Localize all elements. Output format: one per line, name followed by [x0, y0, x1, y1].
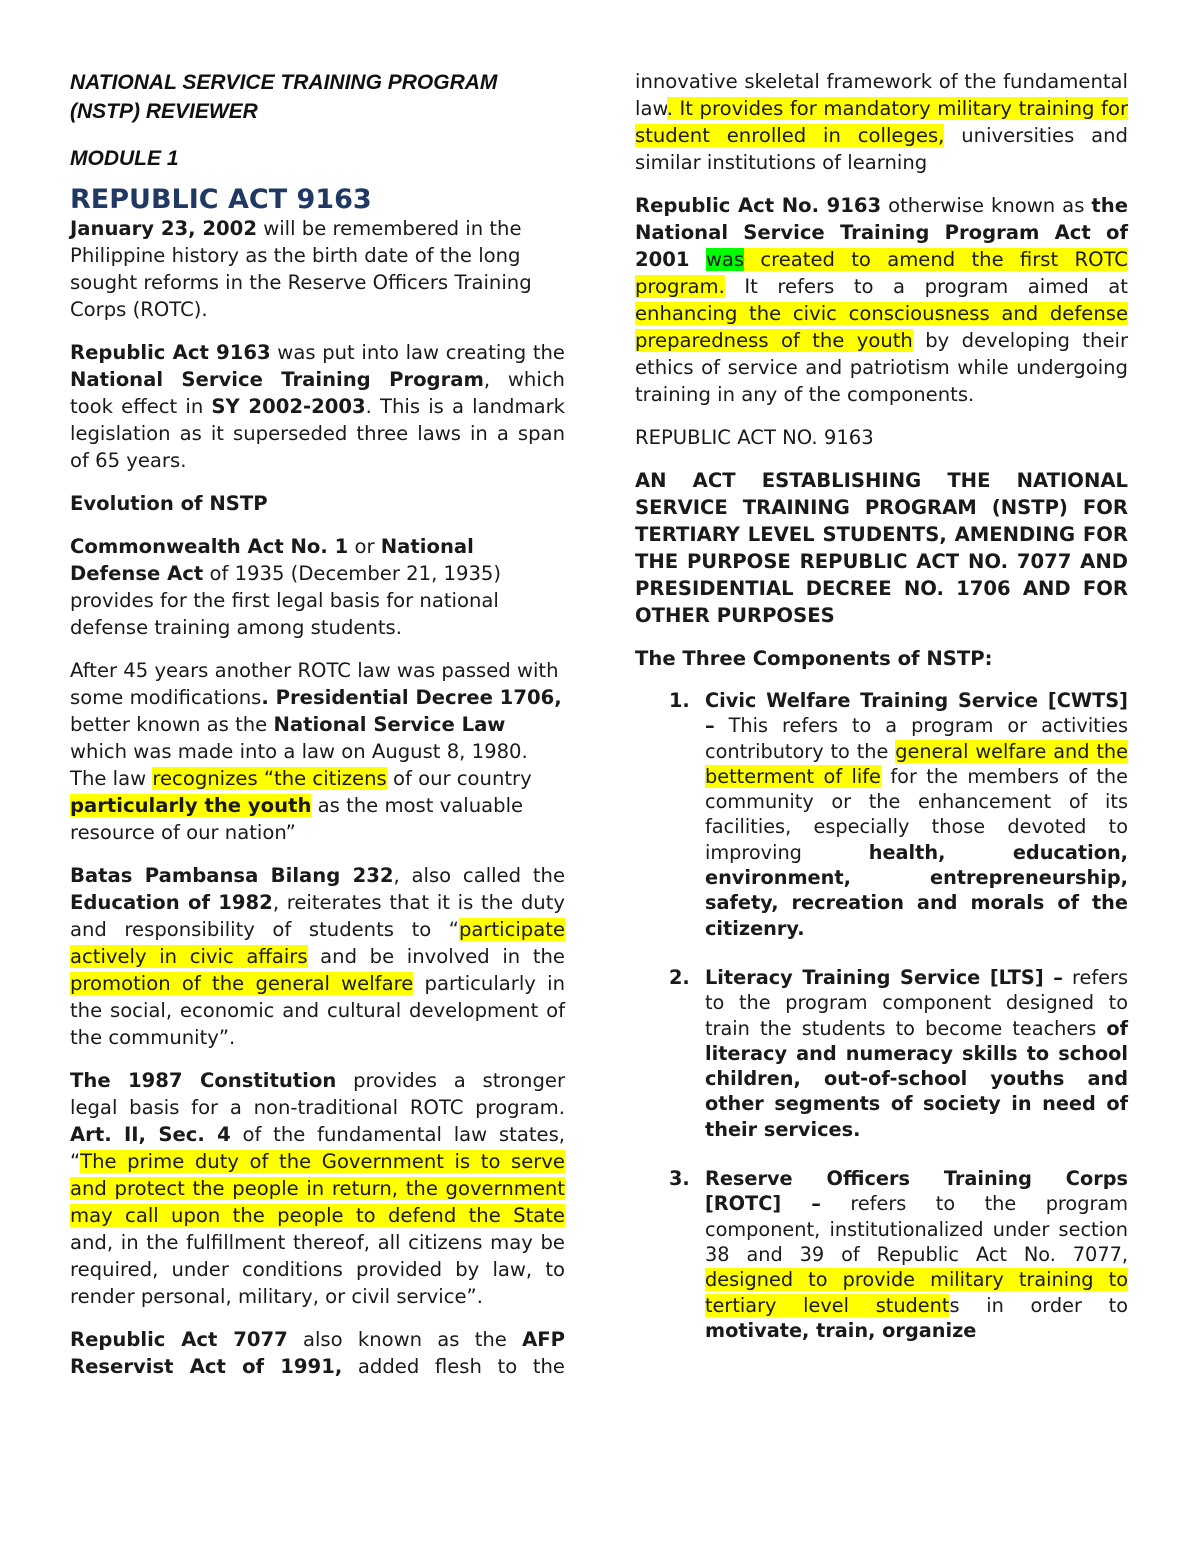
ra-heading: REPUBLIC ACT 9163	[70, 184, 372, 215]
para-pd1706: After 45 years another ROTC law was passed with some modifications. Presidential Decree 1706, better known as the National Service Law which was made into a law on August 8, 1980. The law recognizes “the citizens of our country particularly the youth as the most valuable resource of our nation”	[70, 659, 562, 844]
para-framework: innovative skeletal framework of the fundamental law. It provides for mandatory military training for student enrolled in colleges, universities and similar institutions of learning	[635, 70, 1128, 174]
module-label: MODULE 1	[70, 147, 179, 170]
doc-title-line2: (NSTP) REVIEWER	[70, 100, 258, 123]
components-list	[635, 688, 1128, 1343]
doc-title-line1: NATIONAL SERVICE TRAINING PROGRAM	[70, 71, 498, 94]
components-heading: The Three Components of NSTP:	[635, 647, 993, 670]
para-ra7077: Republic Act 7077 also known as the AFP Reservist Act of 1991, added flesh to the	[70, 1328, 566, 1378]
para-ra9163: Republic Act 9163 was put into law creating the National Service Training Program, which took effect in SY 2002-2003. This is a landmark legislation as it superseded three laws in a span of 65 years.	[70, 341, 565, 472]
para-commonwealth: Commonwealth Act No. 1 or National Defense Act of 1935 (December 21, 1935) provides for the first legal basis for national defense training among students.	[70, 535, 502, 639]
right-column	[635, 68, 1128, 1367]
left-column	[70, 68, 565, 1396]
ra-no-heading: REPUBLIC ACT NO. 9163	[635, 426, 874, 449]
para-ra9163-nstp: Republic Act No. 9163 otherwise known as the National Service Training Program Act of 2001 was created to amend the first ROTC program. It refers to a program aimed at enhancing the civic consciousness and defense preparedness of the youth by developing their ethics of service and patriotism while undergoing training in any of the components.	[635, 194, 1128, 406]
list-item: 2. Literacy Training Service [LTS] – refers to the program component designed to train the students to become teachers of literacy and numeracy skills to school children, out-of-school youths and other segments of society in need of their services.	[669, 965, 1129, 1141]
para-constitution: The 1987 Constitution provides a stronger legal basis for a non-traditional ROTC program. Art. II, Sec. 4 of the fundamental law states, “The prime duty of the Government is to serve and protect the people in return, the government may call upon the people to defend the State and, in the fulfillment thereof, all citizens may be required, under conditions provided by law, to render personal, military, or civil service”.	[70, 1069, 566, 1308]
para-bp232: Batas Pambansa Bilang 232, also called the Education of 1982, reiterates that it is the duty and responsibility of students to “participate actively in civic affairs and be involved in the promotion of the general welfare particularly in the social, economic and cultural development of the community”.	[70, 864, 566, 1049]
list-item: 3. Reserve Officers Training Corps [ROTC] – refers to the program component, institutionalized under section 38 and 39 of Republic Act No. 7077, designed to provide military training to tertiary level students in order to motivate, train, organize	[669, 1167, 1128, 1342]
list-item: 1. Civic Welfare Training Service [CWTS] – This refers to a program or activities contributory to the general welfare and the betterment of life for the members of the community or the enhancement of its facilities, especially those devoted to improving health, education, environment, entrepreneurship, safety, recreation and morals of the citizenry.	[669, 689, 1128, 940]
evolution-heading: Evolution of NSTP	[70, 492, 268, 515]
para-january: January 23, 2002 will be remembered in the Philippine history as the birth date of the long sought reforms in the Reserve Officers Training Corps (ROTC).	[70, 217, 532, 321]
act-title: AN ACT ESTABLISHING THE NATIONAL SERVICE TRAINING PROGRAM (NSTP) FOR TERTIARY LEVEL STUDENTS, AMENDING FOR THE PURPOSE REPUBLIC ACT NO. 7077 AND PRESIDENTIAL DECREE NO. 1706 AND FOR OTHER PURPOSES	[635, 469, 1128, 627]
